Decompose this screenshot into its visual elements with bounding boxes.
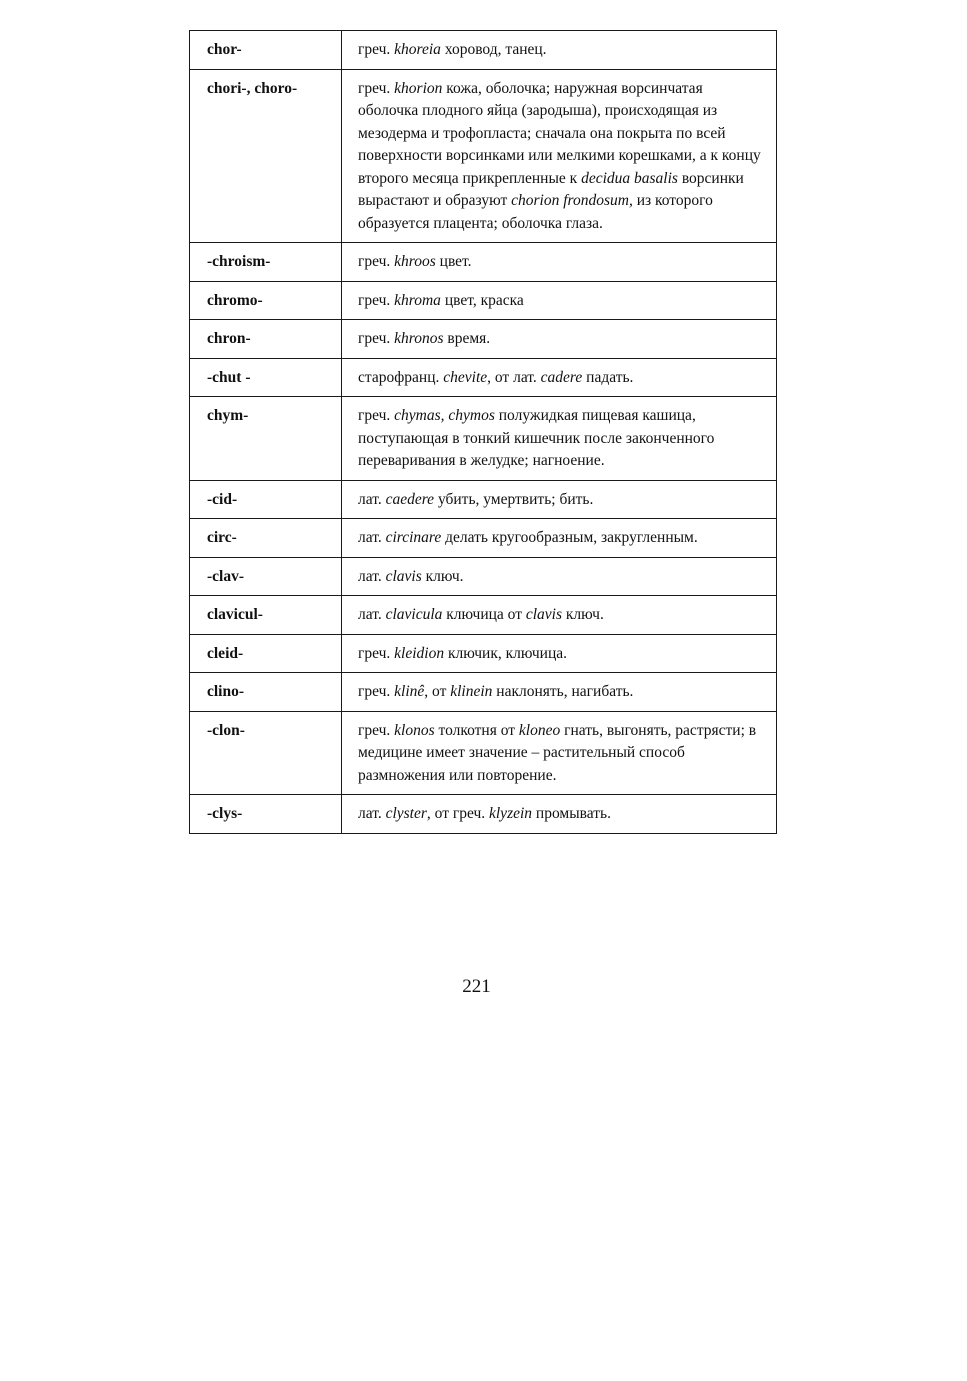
term-cell: -clys- bbox=[190, 795, 342, 834]
term-cell: chromo- bbox=[190, 281, 342, 320]
definition-text-segment: , от bbox=[424, 683, 451, 700]
definition-text-segment: ключица от bbox=[442, 606, 526, 623]
definition-text-segment: греч. bbox=[358, 407, 395, 424]
definition-italic-segment: clavis bbox=[525, 606, 563, 623]
definition-text-segment: лат. bbox=[358, 567, 386, 585]
definition-cell bbox=[342, 320, 777, 359]
definition-cell bbox=[342, 69, 777, 243]
definition-text-segment: гнать, выгонять, растрясти; в медицине имеет значение – растительный способ размножения или повторение. bbox=[358, 721, 757, 784]
definition-text-segment: падать. bbox=[582, 368, 634, 386]
term-cell: chym- bbox=[190, 397, 342, 481]
definition-italic-segment: caedere bbox=[385, 490, 435, 508]
definition-italic-segment: khroma bbox=[394, 291, 441, 309]
definition-text-segment: цвет, краска bbox=[440, 291, 524, 309]
definition-text-segment: делать кругообразным, закругленным. bbox=[441, 529, 698, 546]
term-cell: chori-, choro- bbox=[190, 69, 342, 243]
definition-text-segment: старофранц. bbox=[358, 368, 444, 386]
definition-cell bbox=[342, 557, 777, 596]
definition-italic-segment: circinare bbox=[385, 529, 442, 546]
table-row bbox=[190, 711, 777, 795]
term-cell: -clon- bbox=[190, 711, 342, 795]
definition-cell bbox=[342, 673, 777, 712]
definition-text-segment: хоровод, танец. bbox=[440, 41, 547, 58]
definition-italic-segment: cadere bbox=[540, 368, 583, 386]
term-cell: cleid- bbox=[190, 634, 342, 673]
definition-cell bbox=[342, 397, 777, 481]
definition-text-segment: из которого образуется плацента; оболочка глаза. bbox=[358, 192, 713, 232]
definition-italic-segment: kloneo bbox=[518, 721, 561, 739]
definition-italic-segment: klinê bbox=[394, 683, 425, 700]
definition-cell bbox=[342, 711, 777, 795]
page-number: 221 bbox=[462, 976, 491, 997]
definition-text-segment: греч. bbox=[358, 79, 395, 97]
term-cell: -cid- bbox=[190, 480, 342, 519]
definition-italic-segment: khronos bbox=[394, 330, 444, 347]
definition-cell bbox=[342, 358, 777, 397]
definition-text-segment: наклонять, нагибать. bbox=[492, 683, 634, 700]
definition-italic-segment: khoreia bbox=[394, 41, 441, 58]
definition-text-segment: греч. bbox=[358, 291, 395, 309]
etymology-table-body bbox=[190, 31, 777, 834]
table-row bbox=[190, 243, 777, 282]
definition-text-segment: ворсинки вырастают и образуют bbox=[358, 169, 744, 209]
table-row bbox=[190, 519, 777, 558]
definition-cell bbox=[342, 596, 777, 635]
definition-text-segment: лат. bbox=[358, 606, 386, 623]
definition-cell bbox=[342, 795, 777, 834]
table-row bbox=[190, 557, 777, 596]
term-cell: chor- bbox=[190, 31, 342, 70]
definition-italic-segment: chevite bbox=[443, 368, 488, 386]
definition-italic-segment: klyzein bbox=[489, 805, 533, 822]
definition-text-segment: полужидкая пищевая кашица, поступающая в тонкий кишечник после законченного переваривания в желудке; нагноение. bbox=[358, 407, 715, 469]
definition-italic-segment: chymas, chymos bbox=[394, 407, 495, 424]
term-cell: -chut - bbox=[190, 358, 342, 397]
definition-italic-segment: khroos bbox=[394, 253, 436, 270]
definition-text-segment: кожа, оболочка; наружная ворсинчатая оболочка плодного яйца (зародыша), происходящая из мезодерма и трофопласта; сначала она покрыта по всей поверхности ворсинками или мелкими корешками, а к концу второго месяца прикрепленные к bbox=[358, 79, 761, 187]
definition-text-segment: , от греч. bbox=[426, 805, 489, 822]
definition-text-segment: , от лат. bbox=[487, 368, 541, 386]
definition-cell bbox=[342, 281, 777, 320]
definition-italic-segment: chorion frondosum, bbox=[511, 192, 633, 209]
term-cell: -chroism- bbox=[190, 243, 342, 282]
term-cell: clino- bbox=[190, 673, 342, 712]
definition-cell bbox=[342, 31, 777, 70]
definition-text-segment: ключик, ключица. bbox=[444, 644, 567, 662]
definition-cell bbox=[342, 519, 777, 558]
definition-text-segment: толкотня от bbox=[434, 721, 519, 739]
table-row bbox=[190, 69, 777, 243]
term-cell: -clav- bbox=[190, 557, 342, 596]
definition-italic-segment: clavis bbox=[385, 567, 422, 585]
table-row bbox=[190, 673, 777, 712]
definition-text-segment: лат. bbox=[358, 805, 386, 822]
definition-italic-segment: kleidion bbox=[394, 644, 445, 662]
definition-text-segment: цвет. bbox=[435, 253, 472, 270]
definition-text-segment: промывать. bbox=[532, 805, 611, 822]
table-row bbox=[190, 358, 777, 397]
etymology-table bbox=[189, 30, 777, 834]
definition-cell bbox=[342, 634, 777, 673]
definition-italic-segment: khorion bbox=[394, 79, 443, 97]
table-row bbox=[190, 397, 777, 481]
definition-text-segment: греч. bbox=[358, 721, 395, 739]
definition-text-segment: лат. bbox=[358, 490, 386, 508]
definition-italic-segment: clyster bbox=[385, 805, 427, 822]
definition-text-segment: греч. bbox=[358, 253, 395, 270]
table-row bbox=[190, 596, 777, 635]
definition-text-segment: ключ. bbox=[562, 606, 604, 623]
definition-text-segment: греч. bbox=[358, 683, 395, 700]
table-row bbox=[190, 320, 777, 359]
table-row bbox=[190, 480, 777, 519]
table-row bbox=[190, 634, 777, 673]
definition-italic-segment: clavicula bbox=[385, 606, 443, 623]
term-cell: clavicul- bbox=[190, 596, 342, 635]
table-row bbox=[190, 281, 777, 320]
definition-italic-segment: klinein bbox=[450, 683, 493, 700]
definition-text-segment: греч. bbox=[358, 41, 395, 58]
term-cell: chron- bbox=[190, 320, 342, 359]
definition-text-segment: время. bbox=[443, 330, 491, 347]
definition-text-segment: убить, умертвить; бить. bbox=[434, 490, 594, 508]
definition-text-segment: ключ. bbox=[421, 567, 464, 585]
definition-text-segment: лат. bbox=[358, 529, 386, 546]
definition-cell bbox=[342, 480, 777, 519]
term-cell: circ- bbox=[190, 519, 342, 558]
definition-italic-segment: klonos bbox=[394, 721, 435, 739]
table-row bbox=[190, 31, 777, 70]
definition-text-segment: греч. bbox=[358, 644, 395, 662]
definition-text-segment: греч. bbox=[358, 330, 395, 347]
table-row bbox=[190, 795, 777, 834]
definition-cell bbox=[342, 243, 777, 282]
definition-italic-segment: decidua basalis bbox=[581, 169, 678, 187]
